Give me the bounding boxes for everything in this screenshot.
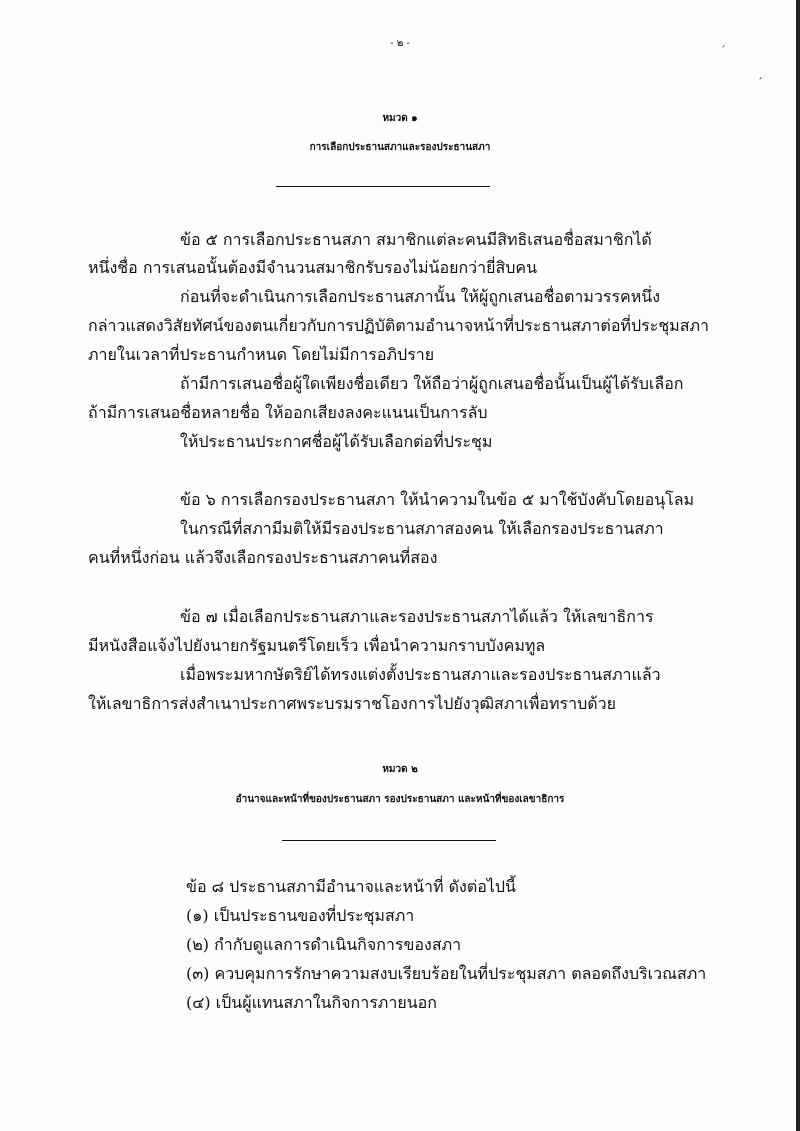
clause-8-line: ข้อ ๘ ประธานสภามีอำนาจและหน้าที่ ดังต่อไปนี้ — [186, 877, 516, 896]
clause-8-item: (๑) เป็นประธานของที่ประชุมสภา — [186, 906, 415, 925]
scan-edge — [796, 0, 800, 1131]
clause-8-item: (๒) กำกับดูแลการดำเนินกิจการของสภา — [186, 935, 462, 954]
clause-5-line: ภายในเวลาที่ประธานกำหนด โดยไม่มีการอภิปราย — [88, 345, 435, 364]
clause-5-line: ถ้ามีการเสนอชื่อผู้ใดเพียงชื่อเดียว ให้ถือว่าผู้ถูกเสนอชื่อนั้นเป็นผู้ได้รับเลือก — [180, 374, 684, 393]
scan-mark: ˊ — [720, 44, 726, 58]
clause-7-line: มีหนังสือแจ้งไปยังนายกรัฐมนตรีโดยเร็ว เพื่อนำความกราบบังคมทูล — [88, 636, 546, 655]
clause-6-line: ในกรณีที่สภามีมติให้มีรองประธานสภาสองคน ให้เลือกรองประธานสภา — [180, 519, 664, 538]
chapter-2-heading: หมวด ๒ — [382, 764, 418, 775]
chapter-2-title: อำนาจและหน้าที่ของประธานสภา รองประธานสภา และหน้าที่ของเลขาธิการ — [235, 794, 565, 805]
chapter-1-heading: หมวด ๑ — [382, 113, 418, 124]
clause-6-line: ข้อ ๖ การเลือกรองประธานสภา ให้นำความในข้อ ๕ มาใช้บังคับโดยอนุโลม — [180, 490, 695, 509]
chapter-1-title: การเลือกประธานสภาและรองประธานสภา — [309, 142, 491, 153]
page-number: - ๒ - — [390, 38, 410, 49]
clause-6-line: คนที่หนึ่งก่อน แล้วจึงเลือกรองประธานสภาคนที่สอง — [88, 548, 438, 567]
clause-5-line: ให้ประธานประกาศชื่อผู้ได้รับเลือกต่อที่ประชุม — [180, 432, 493, 451]
divider — [282, 840, 496, 841]
scan-mark: ˊ — [757, 76, 763, 90]
clause-7-line: ข้อ ๗ เมื่อเลือกประธานสภาและรองประธานสภาได้แล้ว ให้เลขาธิการ — [180, 607, 654, 626]
clause-5-line: หนึ่งชื่อ การเสนอนั้นต้องมีจำนวนสมาชิกรับรองไม่น้อยกว่ายี่สิบคน — [88, 258, 538, 277]
divider — [276, 186, 490, 187]
clause-5-line: ข้อ ๕ การเลือกประธานสภา สมาชิกแต่ละคนมีสิทธิเสนอชื่อสมาชิกได้ — [180, 230, 652, 249]
clause-5-line: ก่อนที่จะดำเนินการเลือกประธานสภานั้น ให้ผู้ถูกเสนอชื่อตามวรรคหนึ่ง — [180, 287, 661, 306]
clause-5-line: กล่าวแสดงวิสัยทัศน์ของตนเกี่ยวกับการปฏิบัติตามอำนาจหน้าที่ประธานสภาต่อที่ประชุมสภา — [88, 316, 710, 335]
clause-7-line: ให้เลขาธิการส่งสำเนาประกาศพระบรมราชโองการไปยังวุฒิสภาเพื่อทราบด้วย — [88, 694, 617, 713]
clause-8-item: (๓) ควบคุมการรักษาความสงบเรียบร้อยในที่ประชุมสภา ตลอดถึงบริเวณสภา — [186, 964, 707, 983]
clause-7-line: เมื่อพระมหากษัตริย์ได้ทรงแต่งตั้งประธานสภาและรองประธานสภาแล้ว — [180, 665, 661, 684]
clause-5-line: ถ้ามีการเสนอชื่อหลายชื่อ ให้ออกเสียงลงคะแนนเป็นการลับ — [88, 403, 488, 422]
clause-8-item: (๔) เป็นผู้แทนสภาในกิจการภายนอก — [186, 993, 437, 1012]
